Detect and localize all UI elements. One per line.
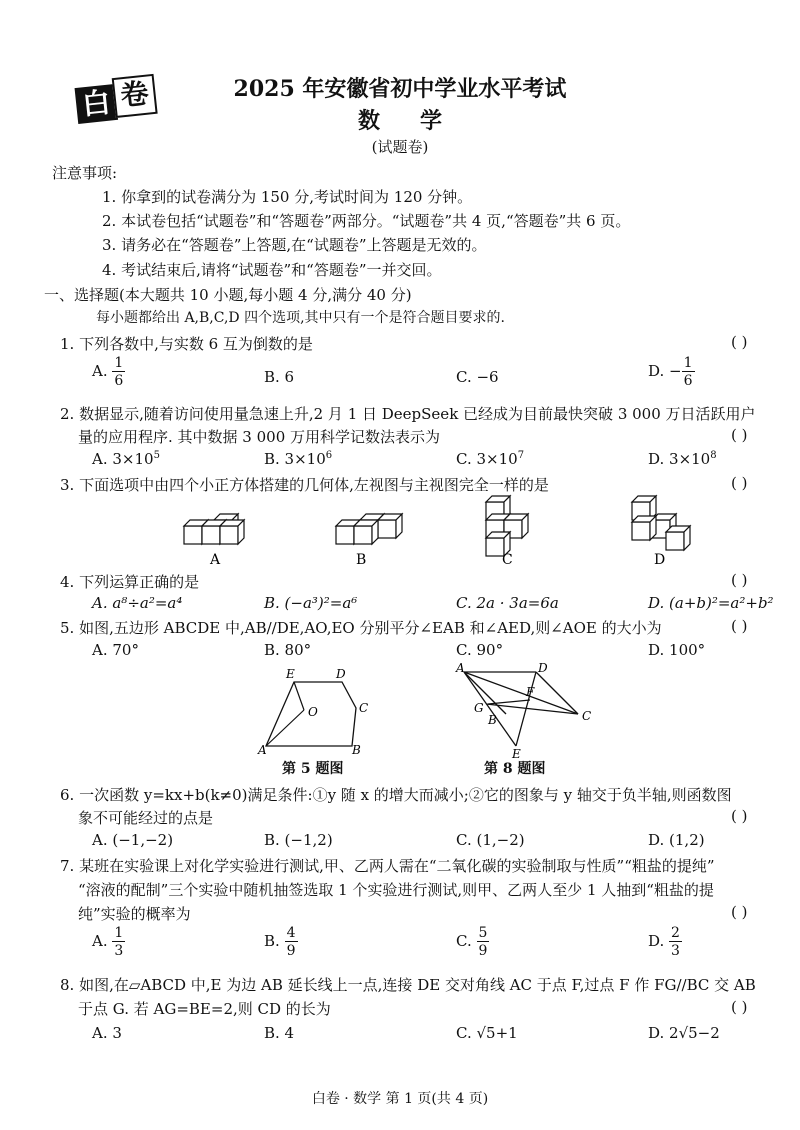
q1-option-a <box>92 356 125 388</box>
q7-option-b <box>264 926 298 958</box>
solid-b <box>336 514 402 544</box>
numerator: 5 <box>478 925 488 941</box>
q3-solids-figure <box>170 492 730 572</box>
question-7-line3: 纯”实验的概率为 <box>78 905 191 923</box>
q1-option-d <box>648 356 695 388</box>
option-label: A. <box>92 932 108 950</box>
q2-option-b <box>264 450 332 468</box>
section-heading: 一、选择题(本大题共 10 小题,每小题 4 分,满分 40 分) <box>44 286 412 304</box>
question-3-text: 3. 下面选项中由四个小正方体搭建的几何体,左视图与主视图完全一样的是 <box>60 476 549 494</box>
answer-paren: ( ) <box>731 426 748 444</box>
numerator: 1 <box>114 355 124 371</box>
point-label: E <box>286 667 295 681</box>
point-label: F <box>526 685 535 699</box>
q2-option-a <box>92 450 160 468</box>
answer-paren: ( ) <box>731 571 748 589</box>
point-label: A <box>258 743 267 756</box>
denominator: 9 <box>286 943 296 959</box>
fraction <box>682 356 695 388</box>
notice-item: 1. 你拿到的试卷满分为 150 分,考试时间为 120 分钟。 <box>102 188 473 206</box>
point-label: B <box>352 743 361 756</box>
question-4-text: 4. 下列运算正确的是 <box>60 573 200 591</box>
q4-option-d: D. (a+b)²=a²+b² <box>648 594 774 612</box>
answer-paren: ( ) <box>731 617 748 635</box>
question-5-text: 5. 如图,五边形 ABCDE 中,AB//DE,AO,EO 分别平分∠EAB 和∠AED,则∠AOE 的大小为 <box>60 619 662 637</box>
question-7-line2: “溶液的配制”三个实验中随机抽签选取 1 个实验进行测试,则甲、乙两人至少 1 人抽到“粗盐的提 <box>78 881 714 899</box>
exponent: 6 <box>325 450 333 461</box>
q7-option-a <box>92 926 125 958</box>
page-footer: 白卷 · 数学 第 1 页(共 4 页) <box>311 1091 489 1107</box>
q4-option-a: A. a⁸÷a²=a⁴ <box>92 594 183 612</box>
option-label: C. <box>456 932 472 950</box>
exponent: 5 <box>153 450 160 461</box>
numerator: 2 <box>671 925 680 941</box>
solid-label: B <box>356 552 367 568</box>
solid-label: A <box>210 552 221 568</box>
badge-right: 卷 <box>112 74 158 118</box>
solid-label: C <box>502 552 513 568</box>
notice-item: 4. 考试结束后,请将“试题卷”和“答题卷”一并交回。 <box>102 261 442 279</box>
q8-option-a: A. 3 <box>92 1024 122 1042</box>
point-label: C <box>359 701 369 715</box>
numerator: 4 <box>286 925 296 941</box>
exponent: 8 <box>710 450 717 461</box>
fraction <box>285 926 298 958</box>
notice-item: 2. 本试卷包括“试题卷”和“答题卷”两部分。“试题卷”共 4 页,“答题卷”共 6 页。 <box>102 212 631 230</box>
fraction <box>112 356 125 388</box>
question-2-line2: 量的应用程序. 其中数据 3 000 万用科学记数法表示为 <box>78 428 441 446</box>
point-label: C <box>582 709 592 723</box>
fraction <box>477 926 490 958</box>
exponent: 7 <box>517 450 525 461</box>
exam-subject: 数学 <box>357 108 482 134</box>
denominator: 3 <box>671 943 680 959</box>
figure-8-caption: 第 8 题图 <box>484 761 546 777</box>
answer-paren: ( ) <box>731 474 748 492</box>
fraction <box>669 926 682 958</box>
solid-d <box>632 496 690 550</box>
q6-option-a: A. (−1,−2) <box>92 831 174 849</box>
q1-option-b: B. 6 <box>264 368 295 386</box>
question-1-text: 1. 下列各数中,与实数 6 互为倒数的是 <box>60 335 313 353</box>
option-label: D. <box>648 932 665 950</box>
q5-option-d: D. 100° <box>648 641 706 659</box>
q5-option-b: B. 80° <box>264 641 312 659</box>
q1-option-c: C. −6 <box>456 368 499 386</box>
q7-option-d <box>648 926 682 958</box>
option-text: C. 3×10 <box>456 450 518 468</box>
q5-option-c: C. 90° <box>456 641 504 659</box>
answer-paren: ( ) <box>731 903 748 921</box>
q7-option-c <box>456 926 489 958</box>
solid-label: D <box>654 552 666 568</box>
point-label: D <box>336 667 346 681</box>
q5-option-a: A. 70° <box>92 641 139 659</box>
denominator: 6 <box>114 373 124 389</box>
solid-a <box>184 514 244 544</box>
question-2-line1: 2. 数据显示,随着访问使用量急速上升,2 月 1 日 DeepSeek 已经成为目前最快突破 3 000 万日活跃用户 <box>60 405 756 423</box>
q8-option-c: C. √5+1 <box>456 1024 518 1042</box>
denominator: 6 <box>683 373 693 389</box>
q2-option-d <box>648 450 717 468</box>
option-text: D. 3×10 <box>648 450 711 468</box>
exam-title: 2025 年安徽省初中学业水平考试 <box>233 76 567 102</box>
point-label: E <box>512 747 521 758</box>
figure-8 <box>452 662 602 758</box>
point-label: O <box>308 705 318 719</box>
option-label: D. − <box>648 362 682 380</box>
answer-paren: ( ) <box>731 998 748 1016</box>
option-text: B. 3×10 <box>264 450 326 468</box>
badge-left: 白 <box>75 84 119 124</box>
question-6-line2: 象不可能经过的点是 <box>78 809 214 827</box>
section-instruction: 每小题都给出 A,B,C,D 四个选项,其中只有一个是符合题目要求的. <box>96 310 505 326</box>
paper-type: (试题卷) <box>371 138 429 156</box>
q4-option-b: B. (−a³)²=a⁶ <box>264 594 358 612</box>
q6-option-d: D. (1,2) <box>648 831 705 849</box>
q8-option-b: B. 4 <box>264 1024 295 1042</box>
fraction <box>112 926 125 958</box>
question-8-line2: 于点 G. 若 AG=BE=2,则 CD 的长为 <box>78 1000 331 1018</box>
point-label: D <box>538 662 548 675</box>
question-8-line1: 8. 如图,在▱ABCD 中,E 为边 AB 延长线上一点,连接 DE 交对角线 AC 于点 F,过点 F 作 FG//BC 交 AB <box>60 976 756 994</box>
question-7-line1: 7. 某班在实验课上对化学实验进行测试,甲、乙两人需在“二氧化碳的实验制取与性质”“粗盐的提纯” <box>60 857 715 875</box>
figure-5-caption: 第 5 题图 <box>282 761 344 777</box>
figure-5 <box>252 664 372 756</box>
q8-option-d: D. 2√5−2 <box>648 1024 720 1042</box>
q2-option-c <box>456 450 524 468</box>
option-label: A. <box>92 362 108 380</box>
numerator: 1 <box>683 355 693 371</box>
question-6-line1: 6. 一次函数 y=kx+b(k≠0)满足条件:①y 随 x 的增大而减小;②它的图象与 y 轴交于负半轴,则函数图 <box>60 786 732 804</box>
solid-c <box>486 496 528 556</box>
notice-heading: 注意事项: <box>52 164 118 182</box>
answer-paren: ( ) <box>731 333 748 351</box>
q6-option-c: C. (1,−2) <box>456 831 525 849</box>
point-label: G <box>474 701 484 715</box>
option-text: A. 3×10 <box>92 450 154 468</box>
option-label: B. <box>264 932 280 950</box>
denominator: 9 <box>478 943 488 959</box>
point-label: B <box>488 713 497 727</box>
point-label: A <box>456 662 465 675</box>
notice-item: 3. 请务必在“答题卷”上答题,在“试题卷”上答题是无效的。 <box>102 236 487 254</box>
denominator: 3 <box>114 943 124 959</box>
q4-option-c: C. 2a · 3a=6a <box>456 594 559 612</box>
q6-option-b: B. (−1,2) <box>264 831 333 849</box>
answer-paren: ( ) <box>731 807 748 825</box>
numerator: 1 <box>114 925 124 941</box>
